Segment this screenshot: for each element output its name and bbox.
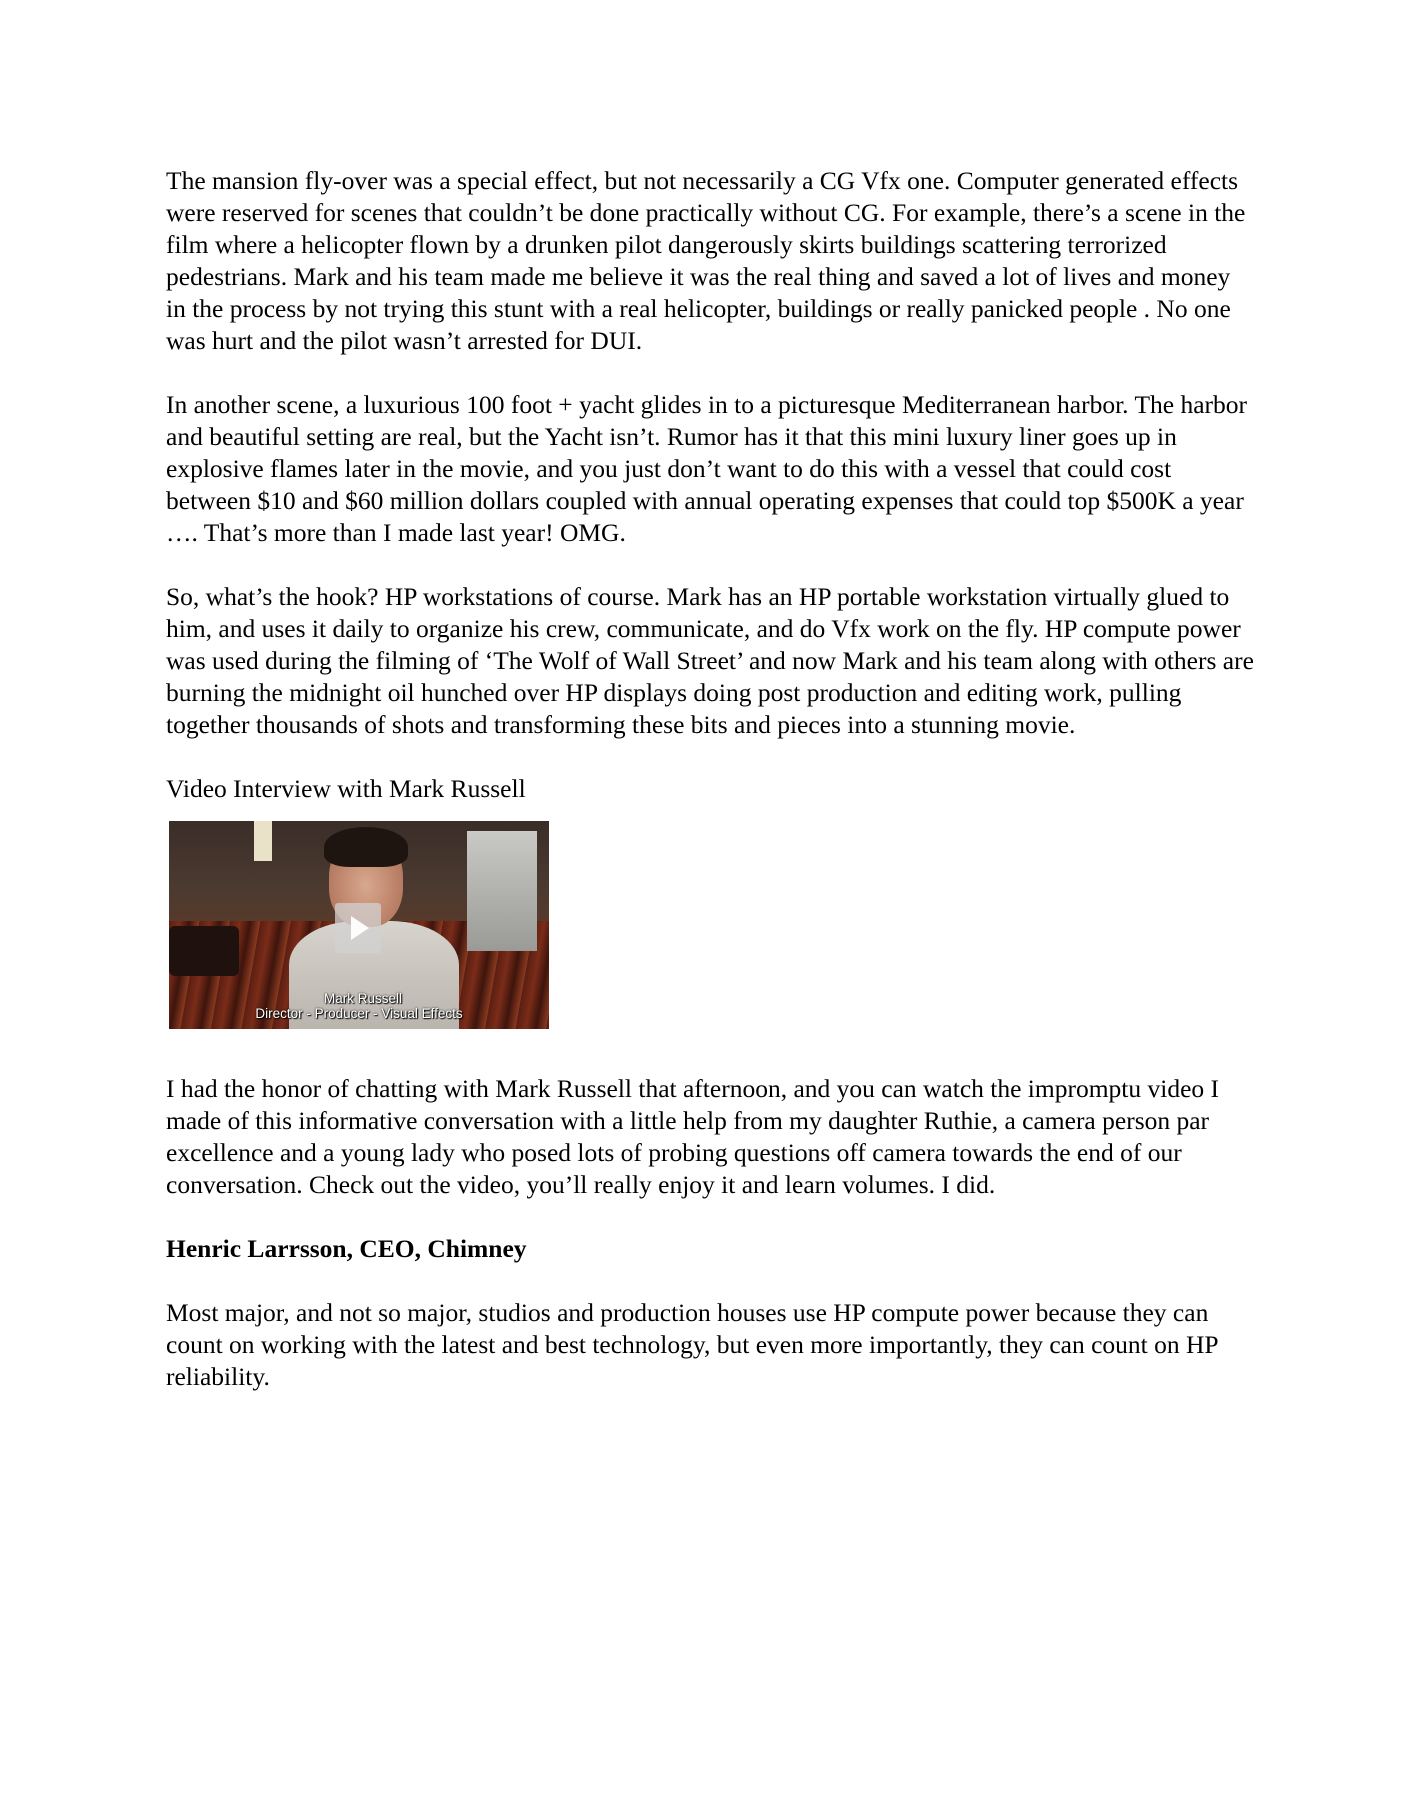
paragraph-mansion-flyover: The mansion fly-over was a special effect, but not necessarily a CG Vfx one. Computer generated effects were reserved for scenes that couldn’t be done practically without CG. For example, there’s a scene in the film where a helicopter flown by a drunken pilot dangerously skirts buildings scattering terrorized pedestrians. Mark and his team made me believe it was the real thing and saved a lot of lives and money in the process by not trying this stunt with a real helicopter, buildings or really panicked people . No one was hurt and the pilot wasn’t arrested for DUI. [166, 166, 1246, 355]
paragraph-hp-reliability: Most major, and not so major, studios and production houses use HP compute power because they can count on working with the latest and best technology, but even more importantly, they can count on HP reliability. [166, 1298, 1218, 1391]
paragraph-hp-workstations: So, what’s the hook? HP workstations of course. Mark has an HP portable workstation virtually glued to him, and uses it daily to organize his crew, communicate, and do Vfx work on the fly. HP compute power was used during the filming of ‘The Wolf of Wall Street’ and now Mark and his team along with others are burning the midnight oil hunched over HP displays doing post production and editing work, pulling together thousands of shots and transforming these bits and pieces into a stunning movie. [166, 582, 1254, 739]
document-page [166, 165, 1256, 1425]
video-caption-name: Mark Russell [323, 991, 402, 1006]
video-background-lamp [254, 821, 272, 861]
video-background-chair [169, 926, 239, 976]
video-person-hair [324, 827, 408, 867]
play-icon[interactable] [335, 903, 381, 953]
video-label: Video Interview with Mark Russell [166, 774, 526, 803]
section-heading: Henric Larrsson, CEO, Chimney [166, 1234, 527, 1263]
video-caption-role: Director - Producer - Visual Effects [255, 1006, 463, 1021]
video-caption [169, 991, 549, 1021]
video-thumbnail[interactable] [169, 821, 549, 1029]
video-background-panel [467, 831, 537, 951]
paragraph-yacht-scene: In another scene, a luxurious 100 foot + yacht glides in to a picturesque Mediterranean harbor. The harbor and beautiful setting are real, but the Yacht isn’t. Rumor has it that this mini luxury liner goes up in explosive flames later in the movie, and you just don’t want to do this with a vessel that could cost between $10 and $60 million dollars coupled with annual operating expenses that could top $500K a year …. That’s more than I made last year! OMG. [166, 390, 1248, 547]
paragraph-chat-with-mark: I had the honor of chatting with Mark Russell that afternoon, and you can watch the impromptu video I made of this informative conversation with a little help from my daughter Ruthie, a camera person par excellence and a young lady who posed lots of probing questions off camera towards the end of our conversation. Check out the video, you’ll really enjoy it and learn volumes. I did. [166, 1074, 1220, 1199]
